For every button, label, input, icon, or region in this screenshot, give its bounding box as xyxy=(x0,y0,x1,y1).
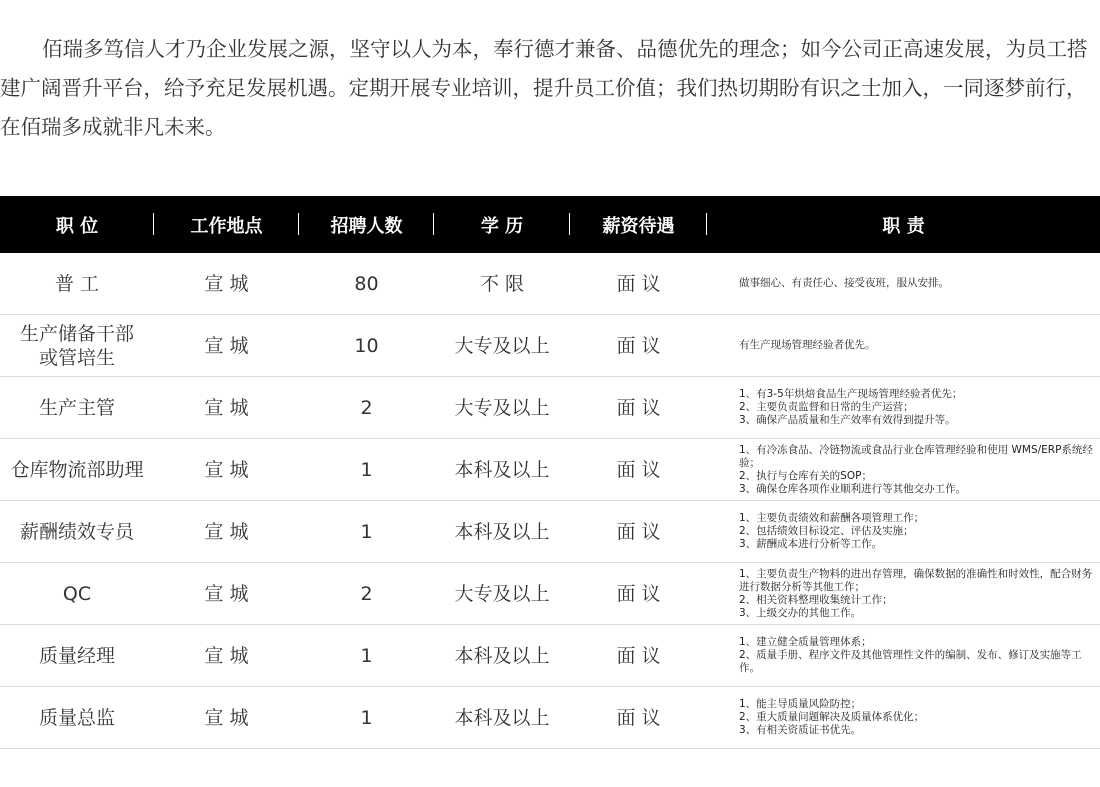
header-position: 职 位 xyxy=(0,196,154,253)
cell-location: 宣 城 xyxy=(204,706,249,729)
cell-duties: 1、有冷冻食品、冷链物流或食品行业仓库管理经验和使用 WMS/ERP系统经验； 2、执行与仓库有关的SOP； 3、确保仓库各项作业顺利进行等其他交办工作。 xyxy=(739,443,1093,495)
table-row xyxy=(0,501,1100,563)
cell-salary: 面 议 xyxy=(616,582,661,605)
cell-count: 2 xyxy=(360,396,373,419)
cell-salary: 面 议 xyxy=(616,644,661,667)
cell-location: 宣 城 xyxy=(204,458,249,481)
cell-position: 质量总监 xyxy=(38,706,115,729)
cell-count: 1 xyxy=(360,458,373,481)
cell-salary: 面 议 xyxy=(616,706,661,729)
cell-count: 80 xyxy=(354,272,379,295)
cell-location: 宣 城 xyxy=(204,334,249,357)
cell-salary: 面 议 xyxy=(616,458,661,481)
cell-count: 1 xyxy=(360,644,373,667)
cell-position: 质量经理 xyxy=(38,644,115,667)
table-header xyxy=(0,196,1100,253)
table-row xyxy=(0,253,1100,315)
cell-position: QC xyxy=(62,582,92,605)
cell-duties: 1、建立健全质量管理体系； 2、质量手册、程序文件及其他管理性文件的编制、发布、修订及实施等工作。 xyxy=(739,636,1082,674)
cell-position: 生产主管 xyxy=(38,396,115,419)
cell-position: 普 工 xyxy=(54,272,100,295)
cell-count: 1 xyxy=(360,706,373,729)
cell-duties: 1、主要负责绩效和薪酬各项管理工作； 2、包括绩效目标设定、评估及实施； 3、薪酬成本进行分析等工作。 xyxy=(739,512,925,550)
header-count: 招聘人数 xyxy=(299,196,434,253)
cell-location: 宣 城 xyxy=(204,644,249,667)
cell-duties: 有生产现场管理经验者优先。 xyxy=(739,339,876,351)
header-duties: 职 责 xyxy=(882,215,925,237)
header-salary: 薪资待遇 xyxy=(570,196,707,253)
cell-duties: 1、能主导质量风险防控； 2、重大质量问题解决及质量体系优化； 3、有相关资质证书优先。 xyxy=(739,698,925,736)
cell-count: 2 xyxy=(360,582,373,605)
cell-education: 大专及以上 xyxy=(454,334,550,357)
cell-location: 宣 城 xyxy=(204,272,249,295)
cell-education: 本科及以上 xyxy=(454,706,550,729)
cell-duties: 做事细心、有责任心、接受夜班，服从安排。 xyxy=(739,277,949,289)
cell-position: 薪酬绩效专员 xyxy=(19,520,134,543)
cell-location: 宣 城 xyxy=(204,582,249,605)
table-row xyxy=(0,687,1100,749)
cell-education: 本科及以上 xyxy=(454,520,550,543)
cell-duties: 1、主要负责生产物料的进出存管理，确保数据的准确性和时效性，配合财务进行数据分析等其他工作； 2、相关资料整理收集统计工作； 3、上级交办的其他工作。 xyxy=(739,567,1093,619)
cell-location: 宣 城 xyxy=(204,520,249,543)
cell-position: 生产储备干部 或管培生 xyxy=(19,322,134,369)
table-row xyxy=(0,439,1100,501)
cell-education: 本科及以上 xyxy=(454,644,550,667)
intro-paragraph: 佰瑞多笃信人才乃企业发展之源，坚守以人为本，奉行德才兼备、品德优先的理念；如今公司正高速发展，为员工搭建广阔晋升平台，给予充足发展机遇。定期开展专业培训，提升员工价值；我们热切期盼有识之士加入，一同逐梦前行，在佰瑞多成就非凡未来。 xyxy=(0,37,1088,139)
cell-duties: 1、有3-5年烘焙食品生产现场管理经验者优先； 2、主要负责监督和日常的生产运营； 3、确保产品质量和生产效率有效得到提升等。 xyxy=(739,388,963,426)
cell-salary: 面 议 xyxy=(616,520,661,543)
cell-salary: 面 议 xyxy=(616,334,661,357)
table-row xyxy=(0,625,1100,687)
cell-salary: 面 议 xyxy=(616,272,661,295)
cell-count: 1 xyxy=(360,520,373,543)
table-row xyxy=(0,563,1100,625)
cell-position: 仓库物流部助理 xyxy=(10,458,144,481)
table-row xyxy=(0,377,1100,439)
cell-count: 10 xyxy=(354,334,379,357)
header-location: 工作地点 xyxy=(154,196,299,253)
cell-education: 本科及以上 xyxy=(454,458,550,481)
jobs-table xyxy=(0,196,1100,749)
header-education: 学 历 xyxy=(434,196,570,253)
cell-education: 大专及以上 xyxy=(454,582,550,605)
table-row xyxy=(0,315,1100,377)
cell-education: 大专及以上 xyxy=(454,396,550,419)
cell-salary: 面 议 xyxy=(616,396,661,419)
cell-location: 宣 城 xyxy=(204,396,249,419)
cell-education: 不 限 xyxy=(479,272,525,295)
